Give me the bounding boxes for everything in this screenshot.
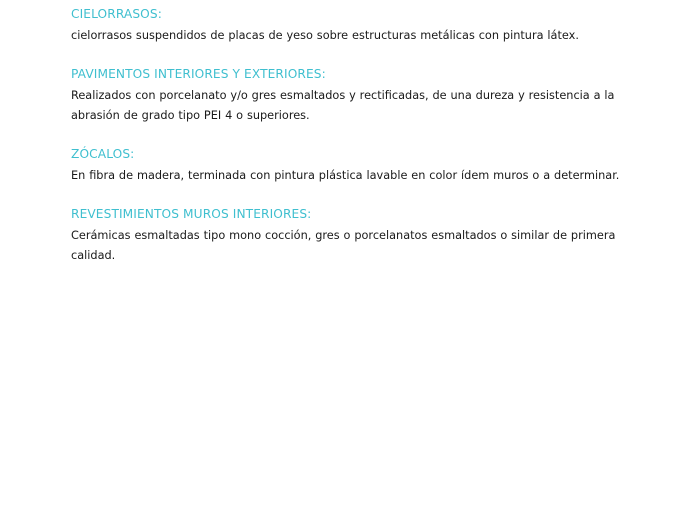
section-body: Cerámicas esmaltadas tipo mono cocción, gres o porcelanatos esmaltados o similar de primera calidad. — [71, 229, 616, 262]
section-revestimientos — [71, 207, 660, 266]
section-cielorrasos — [71, 7, 660, 46]
section-zocalos — [71, 147, 660, 186]
section-heading: CIELORRASOS: — [71, 7, 162, 21]
section-pavimentos — [71, 67, 660, 126]
section-heading: PAVIMENTOS INTERIORES Y EXTERIORES: — [71, 67, 326, 81]
section-body: En fibra de madera, terminada con pintura plástica lavable en color ídem muros o a determinar. — [71, 169, 620, 182]
section-heading: REVESTIMIENTOS MUROS INTERIORES: — [71, 207, 312, 221]
section-heading: ZÓCALOS: — [71, 147, 135, 161]
section-body: cielorrasos suspendidos de placas de yeso sobre estructuras metálicas con pintura látex. — [71, 29, 579, 42]
section-body: Realizados con porcelanato y/o gres esmaltados y rectificadas, de una dureza y resistencia a la abrasión de grado tipo PEI 4 o superiores. — [71, 89, 615, 122]
